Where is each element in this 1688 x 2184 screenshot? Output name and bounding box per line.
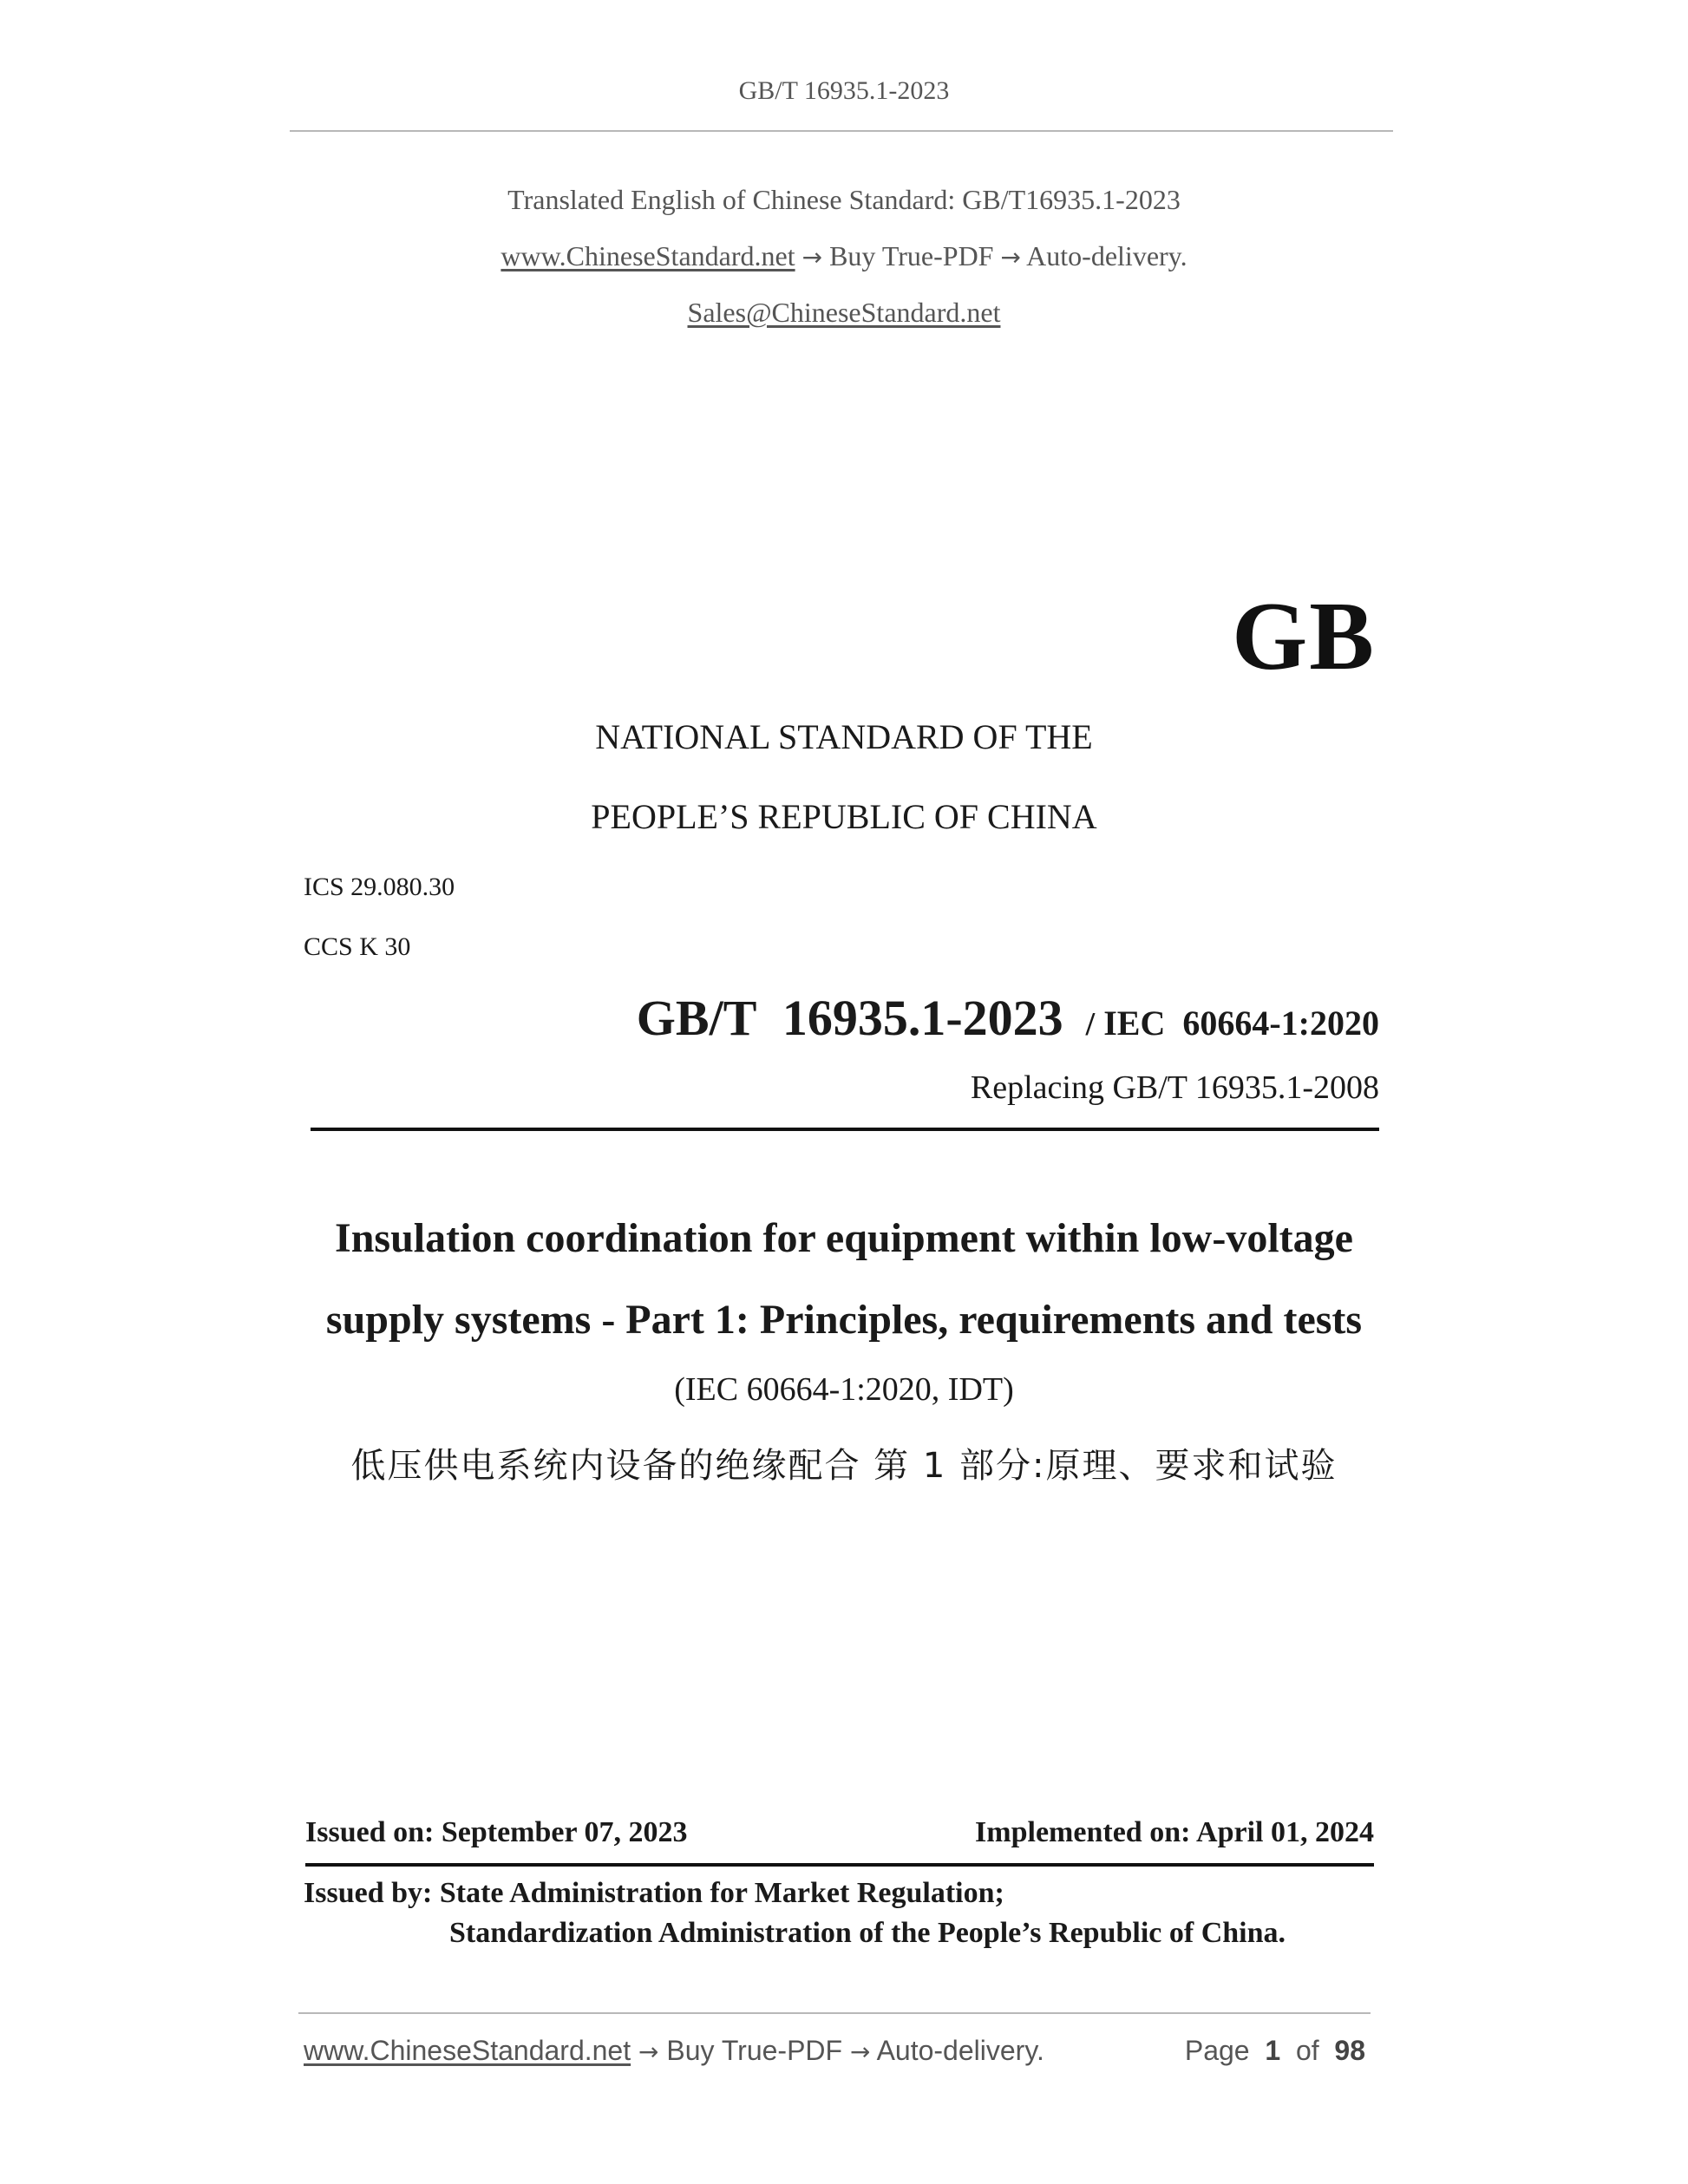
page-indicator	[1185, 2035, 1365, 2067]
issued-by-line1: Issued by: State Administration for Market Regulation;	[304, 1877, 1004, 1909]
page-total: 98	[1334, 2035, 1365, 2066]
arrow-right-icon: →	[1000, 243, 1021, 271]
standard-number-line	[637, 989, 1379, 1047]
issue-divider	[305, 1863, 1374, 1867]
site-link[interactable]: www.ChineseStandard.net	[501, 240, 795, 271]
ccs-code: CCS K 30	[304, 932, 411, 961]
email-line	[0, 297, 1688, 329]
running-header: GB/T 16935.1-2023	[738, 76, 950, 105]
national-standard-line1: NATIONAL STANDARD OF THE	[595, 717, 1093, 756]
title-line-1: Insulation coordination for equipment within low-voltage	[335, 1215, 1353, 1261]
arrow-right-icon: →	[801, 243, 823, 271]
sales-email-link[interactable]: Sales@ChineseStandard.net	[687, 297, 1001, 328]
implemented-on-date: Implemented on: April 01, 2024	[975, 1816, 1374, 1848]
replacing-standard: Replacing GB/T 16935.1-2008	[970, 1069, 1379, 1106]
buy-true-pdf-text: Buy True-PDF	[829, 240, 994, 271]
footer-site-link[interactable]: www.ChineseStandard.net	[304, 2035, 631, 2066]
title-line-2: supply systems - Part 1: Principles, requirements and tests	[325, 1297, 1363, 1343]
page-label: Page	[1184, 2035, 1250, 2066]
arrow-right-icon: →	[638, 2037, 659, 2066]
iec-equivalence: (IEC 60664-1:2020, IDT)	[674, 1371, 1014, 1408]
footer-buy-text: Buy True-PDF	[666, 2035, 843, 2066]
national-standard-line2: PEOPLE’S REPUBLIC OF CHINA	[591, 797, 1097, 836]
chinese-title: 低压供电系统内设备的绝缘配合 第 1 部分:原理、要求和试验	[350, 1446, 1338, 1486]
promo-line	[0, 240, 1688, 272]
footer-delivery-text: Auto-delivery.	[876, 2035, 1044, 2066]
iec-number: IEC 60664-1:2020	[1103, 1004, 1379, 1043]
footer-divider	[298, 2012, 1371, 2014]
gb-mark: GB	[1232, 583, 1376, 690]
standard-number: GB/T 16935.1-2023	[636, 990, 1063, 1046]
arrow-right-icon: →	[849, 2037, 871, 2066]
auto-delivery-text: Auto-delivery.	[1026, 240, 1187, 271]
issued-on-date: Issued on: September 07, 2023	[305, 1816, 688, 1848]
standard-divider	[311, 1128, 1379, 1131]
issued-by-line2: Standardization Administration of the People’s Republic of China.	[449, 1917, 1286, 1949]
translation-note: Translated English of Chinese Standard: GB/T16935.1-2023	[507, 184, 1181, 215]
of-label: of	[1295, 2035, 1319, 2066]
standard-slash: /	[1085, 1006, 1096, 1043]
page-current: 1	[1265, 2035, 1281, 2066]
footer-promo	[304, 2035, 1044, 2067]
ics-code: ICS 29.080.30	[304, 873, 455, 901]
header-divider	[290, 130, 1393, 132]
